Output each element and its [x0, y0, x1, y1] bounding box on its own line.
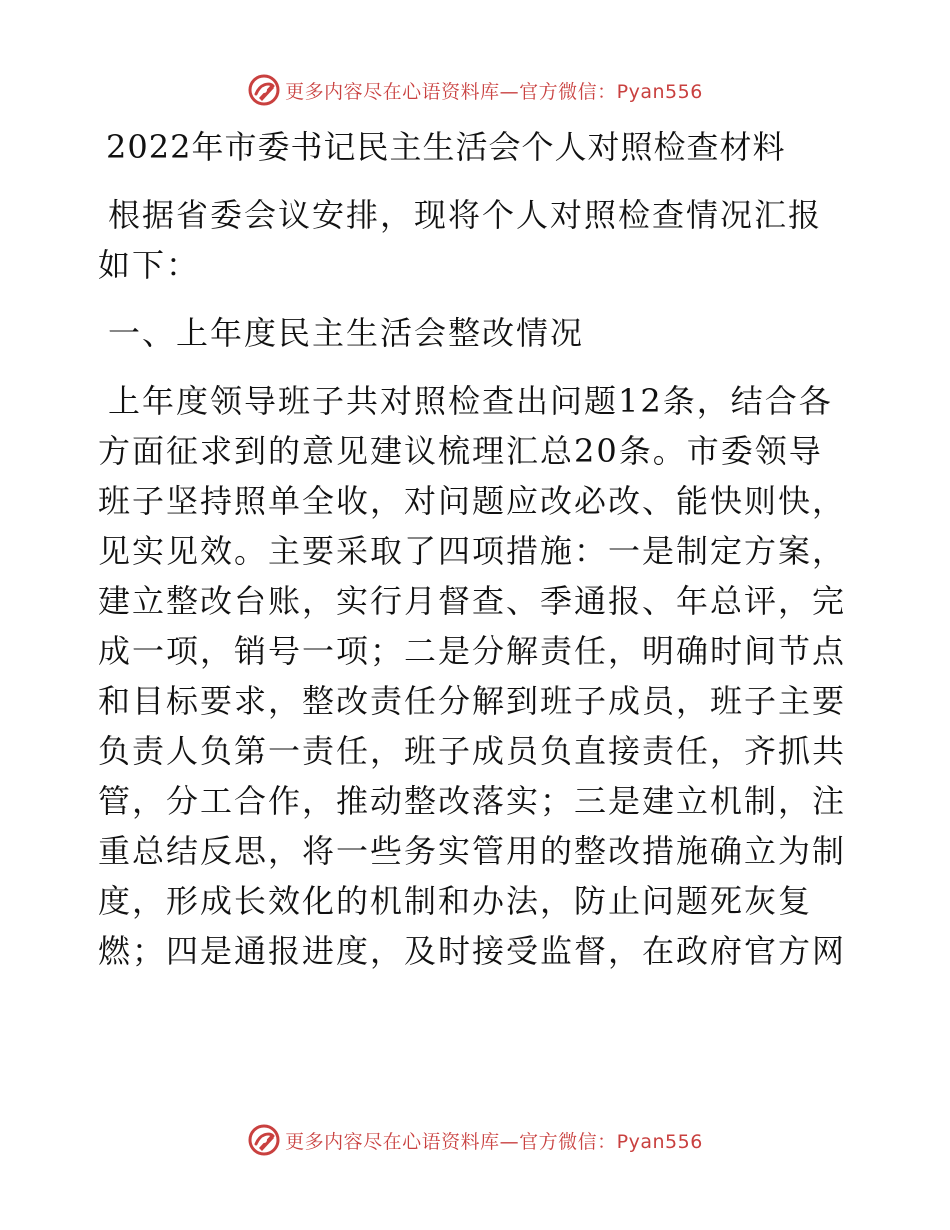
paragraph-line: 燃；四是通报进度，及时接受监督，在政府官方网	[98, 932, 847, 970]
watermark-text: 更多内容尽在心语资料库—官方微信：Pyan556	[285, 1130, 703, 1153]
paragraph-line: 度，形成长效化的机制和办法，防止问题死灰复	[98, 882, 813, 920]
header-watermark	[0, 70, 950, 110]
watermark-logo-icon	[247, 73, 281, 107]
body-paragraph	[98, 376, 858, 976]
paragraph-line: 和目标要求，整改责任分解到班子成员，班子主要	[98, 682, 847, 720]
paragraph-line: 见实见效。主要采取了四项措施：一是制定方案，	[98, 532, 847, 570]
watermark-logo-icon	[247, 1123, 281, 1157]
paragraph-line: 根据省委会议安排，现将个人对照检查情况汇报	[108, 196, 823, 234]
document-title: 2022年市委书记民主生活会个人对照检查材料	[106, 128, 786, 166]
paragraph-line: 上年度领导班子共对照检查出问题12条，结合各	[108, 382, 833, 420]
section-heading-paragraph	[98, 308, 858, 358]
paragraph-line: 重总结反思，将一些务实管用的整改措施确立为制	[98, 832, 847, 870]
paragraph-line: 如下：	[98, 246, 201, 284]
paragraph-line: 班子坚持照单全收，对问题应改必改、能快则快，	[98, 482, 847, 520]
paragraph-line: 方面征求到的意见建议梳理汇总20条。市委领导	[98, 432, 823, 470]
paragraph-line: 成一项，销号一项；二是分解责任，明确时间节点	[98, 632, 847, 670]
paragraph-line: 建立整改台账，实行月督查、季通报、年总评，完	[98, 582, 847, 620]
document-body	[98, 122, 858, 976]
paragraph-line: 负责人负第一责任，班子成员负直接责任，齐抓共	[98, 732, 847, 770]
footer-watermark	[0, 1120, 950, 1160]
section-heading: 一、上年度民主生活会整改情况	[108, 314, 585, 352]
intro-paragraph	[98, 190, 858, 290]
watermark-text: 更多内容尽在心语资料库—官方微信：Pyan556	[285, 80, 703, 103]
paragraph-line: 管，分工合作，推动整改落实；三是建立机制，注	[98, 782, 847, 820]
